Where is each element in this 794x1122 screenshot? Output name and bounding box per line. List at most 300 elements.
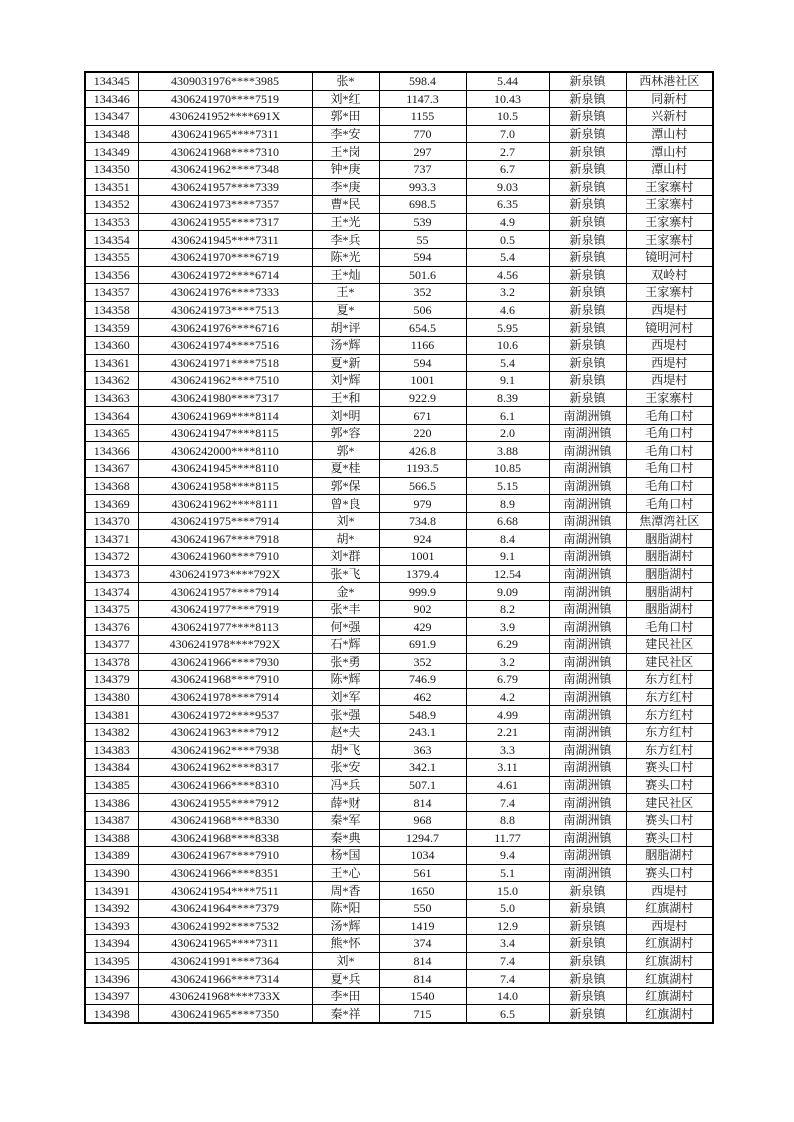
cell-town: 南湖洲镇 xyxy=(549,636,626,654)
cell-amount: 993.3 xyxy=(379,178,466,196)
cell-amount: 220 xyxy=(379,424,466,442)
cell-serial-number: 134357 xyxy=(85,284,138,302)
table-row xyxy=(85,530,713,548)
cell-name: 李*安 xyxy=(312,125,379,143)
cell-id-card-number: 4306241970****6719 xyxy=(138,248,312,266)
cell-name: 刘* xyxy=(312,952,379,970)
cell-amount: 506 xyxy=(379,301,466,319)
cell-village: 红旗湖村 xyxy=(626,970,713,988)
cell-village: 赛头口村 xyxy=(626,776,713,794)
cell-amount: 814 xyxy=(379,952,466,970)
cell-name: 石*辉 xyxy=(312,636,379,654)
cell-amount: 814 xyxy=(379,970,466,988)
cell-amount: 297 xyxy=(379,143,466,161)
cell-serial-number: 134347 xyxy=(85,108,138,126)
cell-id-card-number: 4306241967****7918 xyxy=(138,530,312,548)
cell-village: 建民社区 xyxy=(626,653,713,671)
cell-id-card-number: 4306241962****7348 xyxy=(138,160,312,178)
cell-village: 东方红村 xyxy=(626,706,713,724)
cell-name: 胡*飞 xyxy=(312,741,379,759)
cell-id-card-number: 4306241962****7510 xyxy=(138,372,312,390)
cell-name: 胡* xyxy=(312,530,379,548)
cell-town: 新泉镇 xyxy=(549,970,626,988)
cell-village: 胭脂湖村 xyxy=(626,565,713,583)
cell-amount: 243.1 xyxy=(379,723,466,741)
cell-id-card-number: 4306241968****733X xyxy=(138,987,312,1005)
cell-village: 红旗湖村 xyxy=(626,1005,713,1023)
cell-amount: 426.8 xyxy=(379,442,466,460)
cell-area: 3.4 xyxy=(466,935,549,953)
cell-town: 南湖洲镇 xyxy=(549,600,626,618)
cell-id-card-number: 4306241972****6714 xyxy=(138,266,312,284)
cell-amount: 462 xyxy=(379,688,466,706)
table-row xyxy=(85,829,713,847)
cell-area: 4.6 xyxy=(466,301,549,319)
cell-area: 6.79 xyxy=(466,671,549,689)
cell-amount: 55 xyxy=(379,231,466,249)
table-row xyxy=(85,600,713,618)
cell-area: 10.5 xyxy=(466,108,549,126)
cell-id-card-number: 4306241966****7314 xyxy=(138,970,312,988)
cell-id-card-number: 4306241973****7357 xyxy=(138,196,312,214)
cell-area: 8.8 xyxy=(466,811,549,829)
cell-area: 3.88 xyxy=(466,442,549,460)
cell-amount: 1147.3 xyxy=(379,90,466,108)
cell-area: 0.5 xyxy=(466,231,549,249)
table-row xyxy=(85,319,713,337)
cell-serial-number: 134360 xyxy=(85,336,138,354)
cell-serial-number: 134348 xyxy=(85,125,138,143)
cell-area: 3.3 xyxy=(466,741,549,759)
cell-amount: 561 xyxy=(379,864,466,882)
cell-id-card-number: 4306241966****7930 xyxy=(138,653,312,671)
cell-name: 王* xyxy=(312,284,379,302)
cell-village: 赛头口村 xyxy=(626,811,713,829)
cell-area: 4.9 xyxy=(466,213,549,231)
cell-serial-number: 134372 xyxy=(85,548,138,566)
cell-serial-number: 134383 xyxy=(85,741,138,759)
table-row xyxy=(85,196,713,214)
cell-town: 南湖洲镇 xyxy=(549,864,626,882)
table-row xyxy=(85,935,713,953)
table-row xyxy=(85,231,713,249)
cell-serial-number: 134371 xyxy=(85,530,138,548)
table-row xyxy=(85,671,713,689)
cell-serial-number: 134364 xyxy=(85,407,138,425)
cell-town: 新泉镇 xyxy=(549,196,626,214)
cell-serial-number: 134345 xyxy=(85,72,138,90)
cell-village: 双岭村 xyxy=(626,266,713,284)
cell-name: 刘* xyxy=(312,512,379,530)
cell-amount: 1155 xyxy=(379,108,466,126)
table-row xyxy=(85,565,713,583)
cell-id-card-number: 4306241968****8338 xyxy=(138,829,312,847)
table-row xyxy=(85,354,713,372)
cell-village: 毛角口村 xyxy=(626,618,713,636)
table-row xyxy=(85,776,713,794)
cell-amount: 501.6 xyxy=(379,266,466,284)
cell-id-card-number: 4306241970****7519 xyxy=(138,90,312,108)
cell-name: 薛*财 xyxy=(312,794,379,812)
cell-area: 6.35 xyxy=(466,196,549,214)
cell-name: 陈*辉 xyxy=(312,671,379,689)
cell-name: 王*心 xyxy=(312,864,379,882)
cell-name: 刘*辉 xyxy=(312,372,379,390)
cell-serial-number: 134346 xyxy=(85,90,138,108)
cell-area: 11.77 xyxy=(466,829,549,847)
cell-town: 新泉镇 xyxy=(549,125,626,143)
cell-name: 陈*阳 xyxy=(312,899,379,917)
cell-id-card-number: 4306241977****7919 xyxy=(138,600,312,618)
table-row xyxy=(85,987,713,1005)
cell-area: 7.4 xyxy=(466,970,549,988)
cell-serial-number: 134361 xyxy=(85,354,138,372)
cell-amount: 539 xyxy=(379,213,466,231)
cell-name: 王*灿 xyxy=(312,266,379,284)
cell-area: 6.29 xyxy=(466,636,549,654)
cell-town: 南湖洲镇 xyxy=(549,618,626,636)
cell-town: 新泉镇 xyxy=(549,160,626,178)
cell-id-card-number: 4306241965****7350 xyxy=(138,1005,312,1023)
cell-town: 南湖洲镇 xyxy=(549,442,626,460)
cell-amount: 814 xyxy=(379,794,466,812)
cell-amount: 999.9 xyxy=(379,583,466,601)
cell-village: 西堤村 xyxy=(626,917,713,935)
cell-serial-number: 134353 xyxy=(85,213,138,231)
cell-id-card-number: 4306241973****7513 xyxy=(138,301,312,319)
cell-area: 9.4 xyxy=(466,847,549,865)
cell-id-card-number: 4306241978****7914 xyxy=(138,688,312,706)
cell-id-card-number: 4306241969****8114 xyxy=(138,407,312,425)
cell-amount: 922.9 xyxy=(379,389,466,407)
cell-town: 新泉镇 xyxy=(549,284,626,302)
cell-serial-number: 134397 xyxy=(85,987,138,1005)
table-row xyxy=(85,108,713,126)
cell-amount: 507.1 xyxy=(379,776,466,794)
table-row xyxy=(85,248,713,266)
cell-village: 毛角口村 xyxy=(626,477,713,495)
cell-id-card-number: 4306241964****7379 xyxy=(138,899,312,917)
cell-town: 南湖洲镇 xyxy=(549,565,626,583)
cell-village: 胭脂湖村 xyxy=(626,548,713,566)
cell-village: 东方红村 xyxy=(626,741,713,759)
table-row xyxy=(85,899,713,917)
cell-name: 夏*桂 xyxy=(312,460,379,478)
cell-town: 新泉镇 xyxy=(549,90,626,108)
cell-id-card-number: 4309031976****3985 xyxy=(138,72,312,90)
cell-id-card-number: 4306241991****7364 xyxy=(138,952,312,970)
cell-name: 李*田 xyxy=(312,987,379,1005)
cell-serial-number: 134373 xyxy=(85,565,138,583)
cell-name: 胡*评 xyxy=(312,319,379,337)
cell-serial-number: 134358 xyxy=(85,301,138,319)
cell-village: 东方红村 xyxy=(626,723,713,741)
cell-village: 东方红村 xyxy=(626,671,713,689)
cell-name: 张* xyxy=(312,72,379,90)
cell-village: 赛头口村 xyxy=(626,864,713,882)
cell-name: 郭*田 xyxy=(312,108,379,126)
cell-town: 南湖洲镇 xyxy=(549,653,626,671)
cell-name: 陈*光 xyxy=(312,248,379,266)
cell-village: 潭山村 xyxy=(626,143,713,161)
cell-name: 李*兵 xyxy=(312,231,379,249)
cell-amount: 979 xyxy=(379,495,466,513)
cell-name: 赵*夫 xyxy=(312,723,379,741)
cell-village: 兴新村 xyxy=(626,108,713,126)
cell-area: 2.7 xyxy=(466,143,549,161)
cell-serial-number: 134398 xyxy=(85,1005,138,1023)
cell-name: 刘*群 xyxy=(312,548,379,566)
cell-serial-number: 134384 xyxy=(85,759,138,777)
cell-serial-number: 134389 xyxy=(85,847,138,865)
cell-id-card-number: 4306241962****8317 xyxy=(138,759,312,777)
cell-area: 5.15 xyxy=(466,477,549,495)
table-row xyxy=(85,336,713,354)
cell-id-card-number: 4306242000****8110 xyxy=(138,442,312,460)
cell-name: 张*丰 xyxy=(312,600,379,618)
cell-town: 新泉镇 xyxy=(549,108,626,126)
cell-serial-number: 134349 xyxy=(85,143,138,161)
cell-serial-number: 134396 xyxy=(85,970,138,988)
table-row xyxy=(85,1005,713,1023)
cell-area: 7.4 xyxy=(466,794,549,812)
cell-area: 10.43 xyxy=(466,90,549,108)
cell-name: 王*和 xyxy=(312,389,379,407)
cell-serial-number: 134365 xyxy=(85,424,138,442)
table-row xyxy=(85,741,713,759)
cell-id-card-number: 4306241968****7310 xyxy=(138,143,312,161)
table-row xyxy=(85,636,713,654)
cell-area: 3.11 xyxy=(466,759,549,777)
cell-town: 新泉镇 xyxy=(549,301,626,319)
cell-name: 刘*明 xyxy=(312,407,379,425)
cell-name: 夏*新 xyxy=(312,354,379,372)
cell-serial-number: 134369 xyxy=(85,495,138,513)
table-row xyxy=(85,477,713,495)
cell-town: 南湖洲镇 xyxy=(549,477,626,495)
table-row xyxy=(85,143,713,161)
cell-village: 建民社区 xyxy=(626,636,713,654)
cell-serial-number: 134386 xyxy=(85,794,138,812)
cell-serial-number: 134378 xyxy=(85,653,138,671)
table-row xyxy=(85,495,713,513)
cell-amount: 374 xyxy=(379,935,466,953)
cell-town: 南湖洲镇 xyxy=(549,741,626,759)
table-row xyxy=(85,160,713,178)
cell-serial-number: 134390 xyxy=(85,864,138,882)
table-row xyxy=(85,548,713,566)
table-row xyxy=(85,794,713,812)
cell-village: 西堤村 xyxy=(626,372,713,390)
cell-serial-number: 134380 xyxy=(85,688,138,706)
cell-area: 5.1 xyxy=(466,864,549,882)
cell-town: 新泉镇 xyxy=(549,72,626,90)
cell-id-card-number: 4306241976****7333 xyxy=(138,284,312,302)
cell-village: 红旗湖村 xyxy=(626,899,713,917)
cell-area: 4.56 xyxy=(466,266,549,284)
cell-town: 南湖洲镇 xyxy=(549,407,626,425)
cell-village: 毛角口村 xyxy=(626,442,713,460)
cell-amount: 342.1 xyxy=(379,759,466,777)
cell-name: 金* xyxy=(312,583,379,601)
cell-name: 郭*保 xyxy=(312,477,379,495)
cell-village: 王家寨村 xyxy=(626,178,713,196)
cell-name: 何*强 xyxy=(312,618,379,636)
cell-serial-number: 134352 xyxy=(85,196,138,214)
cell-id-card-number: 4306241971****7518 xyxy=(138,354,312,372)
cell-town: 南湖洲镇 xyxy=(549,829,626,847)
table-row xyxy=(85,723,713,741)
cell-id-card-number: 4306241945****7311 xyxy=(138,231,312,249)
cell-name: 钟*庚 xyxy=(312,160,379,178)
cell-area: 14.0 xyxy=(466,987,549,1005)
table-row xyxy=(85,424,713,442)
cell-town: 新泉镇 xyxy=(549,231,626,249)
cell-village: 王家寨村 xyxy=(626,389,713,407)
cell-amount: 902 xyxy=(379,600,466,618)
cell-village: 王家寨村 xyxy=(626,196,713,214)
table-row xyxy=(85,653,713,671)
cell-town: 新泉镇 xyxy=(549,882,626,900)
cell-name: 曹*民 xyxy=(312,196,379,214)
cell-area: 2.21 xyxy=(466,723,549,741)
cell-area: 5.95 xyxy=(466,319,549,337)
cell-serial-number: 134356 xyxy=(85,266,138,284)
cell-amount: 594 xyxy=(379,354,466,372)
cell-area: 6.68 xyxy=(466,512,549,530)
cell-amount: 566.5 xyxy=(379,477,466,495)
cell-amount: 968 xyxy=(379,811,466,829)
cell-area: 7.0 xyxy=(466,125,549,143)
cell-amount: 548.9 xyxy=(379,706,466,724)
cell-id-card-number: 4306241965****7311 xyxy=(138,125,312,143)
cell-serial-number: 134375 xyxy=(85,600,138,618)
table-row xyxy=(85,72,713,90)
cell-town: 南湖洲镇 xyxy=(549,424,626,442)
cell-area: 9.03 xyxy=(466,178,549,196)
cell-name: 曾*良 xyxy=(312,495,379,513)
cell-serial-number: 134394 xyxy=(85,935,138,953)
cell-town: 南湖洲镇 xyxy=(549,530,626,548)
cell-id-card-number: 4306241955****7317 xyxy=(138,213,312,231)
cell-village: 胭脂湖村 xyxy=(626,583,713,601)
cell-id-card-number: 4306241960****7910 xyxy=(138,548,312,566)
cell-id-card-number: 4306241958****8115 xyxy=(138,477,312,495)
cell-town: 新泉镇 xyxy=(549,917,626,935)
cell-name: 郭*容 xyxy=(312,424,379,442)
cell-village: 西堤村 xyxy=(626,882,713,900)
cell-amount: 770 xyxy=(379,125,466,143)
cell-area: 5.4 xyxy=(466,354,549,372)
cell-village: 西堤村 xyxy=(626,301,713,319)
cell-area: 8.4 xyxy=(466,530,549,548)
cell-id-card-number: 4306241968****8330 xyxy=(138,811,312,829)
table-row xyxy=(85,125,713,143)
cell-amount: 737 xyxy=(379,160,466,178)
cell-area: 15.0 xyxy=(466,882,549,900)
table-row xyxy=(85,882,713,900)
cell-name: 张*勇 xyxy=(312,653,379,671)
cell-village: 王家寨村 xyxy=(626,213,713,231)
table-row xyxy=(85,213,713,231)
cell-name: 秦*典 xyxy=(312,829,379,847)
cell-id-card-number: 4306241965****7311 xyxy=(138,935,312,953)
cell-area: 9.1 xyxy=(466,372,549,390)
cell-area: 6.5 xyxy=(466,1005,549,1023)
cell-id-card-number: 4306241977****8113 xyxy=(138,618,312,636)
cell-amount: 746.9 xyxy=(379,671,466,689)
cell-area: 12.54 xyxy=(466,565,549,583)
cell-area: 8.9 xyxy=(466,495,549,513)
cell-serial-number: 134355 xyxy=(85,248,138,266)
cell-area: 3.9 xyxy=(466,618,549,636)
cell-amount: 1001 xyxy=(379,548,466,566)
cell-area: 8.39 xyxy=(466,389,549,407)
cell-name: 王*岗 xyxy=(312,143,379,161)
cell-id-card-number: 4306241966****8310 xyxy=(138,776,312,794)
cell-town: 南湖洲镇 xyxy=(549,759,626,777)
table-row xyxy=(85,706,713,724)
cell-amount: 1193.5 xyxy=(379,460,466,478)
cell-village: 赛头口村 xyxy=(626,829,713,847)
cell-id-card-number: 4306241992****7532 xyxy=(138,917,312,935)
cell-serial-number: 134382 xyxy=(85,723,138,741)
cell-village: 潭山村 xyxy=(626,125,713,143)
table-row xyxy=(85,301,713,319)
cell-town: 新泉镇 xyxy=(549,266,626,284)
cell-serial-number: 134351 xyxy=(85,178,138,196)
cell-serial-number: 134387 xyxy=(85,811,138,829)
cell-town: 新泉镇 xyxy=(549,213,626,231)
cell-amount: 363 xyxy=(379,741,466,759)
cell-town: 南湖洲镇 xyxy=(549,847,626,865)
cell-village: 赛头口村 xyxy=(626,759,713,777)
cell-serial-number: 134370 xyxy=(85,512,138,530)
cell-id-card-number: 4306241947****8115 xyxy=(138,424,312,442)
cell-town: 南湖洲镇 xyxy=(549,460,626,478)
cell-area: 6.1 xyxy=(466,407,549,425)
cell-area: 8.2 xyxy=(466,600,549,618)
cell-name: 夏*兵 xyxy=(312,970,379,988)
cell-town: 新泉镇 xyxy=(549,899,626,917)
cell-name: 冯*兵 xyxy=(312,776,379,794)
cell-name: 李*庚 xyxy=(312,178,379,196)
cell-town: 南湖洲镇 xyxy=(549,548,626,566)
cell-id-card-number: 4306241973****792X xyxy=(138,565,312,583)
cell-amount: 654.5 xyxy=(379,319,466,337)
table-row xyxy=(85,178,713,196)
cell-amount: 594 xyxy=(379,248,466,266)
table-row xyxy=(85,407,713,425)
cell-amount: 1379.4 xyxy=(379,565,466,583)
cell-village: 西堤村 xyxy=(626,336,713,354)
cell-serial-number: 134363 xyxy=(85,389,138,407)
cell-serial-number: 134354 xyxy=(85,231,138,249)
cell-id-card-number: 4306241955****7912 xyxy=(138,794,312,812)
cell-name: 刘*红 xyxy=(312,90,379,108)
cell-village: 胭脂湖村 xyxy=(626,530,713,548)
cell-serial-number: 134362 xyxy=(85,372,138,390)
cell-town: 南湖洲镇 xyxy=(549,723,626,741)
cell-village: 潭山村 xyxy=(626,160,713,178)
cell-area: 4.61 xyxy=(466,776,549,794)
table-row xyxy=(85,90,713,108)
cell-amount: 1650 xyxy=(379,882,466,900)
cell-area: 5.4 xyxy=(466,248,549,266)
cell-area: 5.44 xyxy=(466,72,549,90)
cell-town: 新泉镇 xyxy=(549,354,626,372)
cell-amount: 1419 xyxy=(379,917,466,935)
